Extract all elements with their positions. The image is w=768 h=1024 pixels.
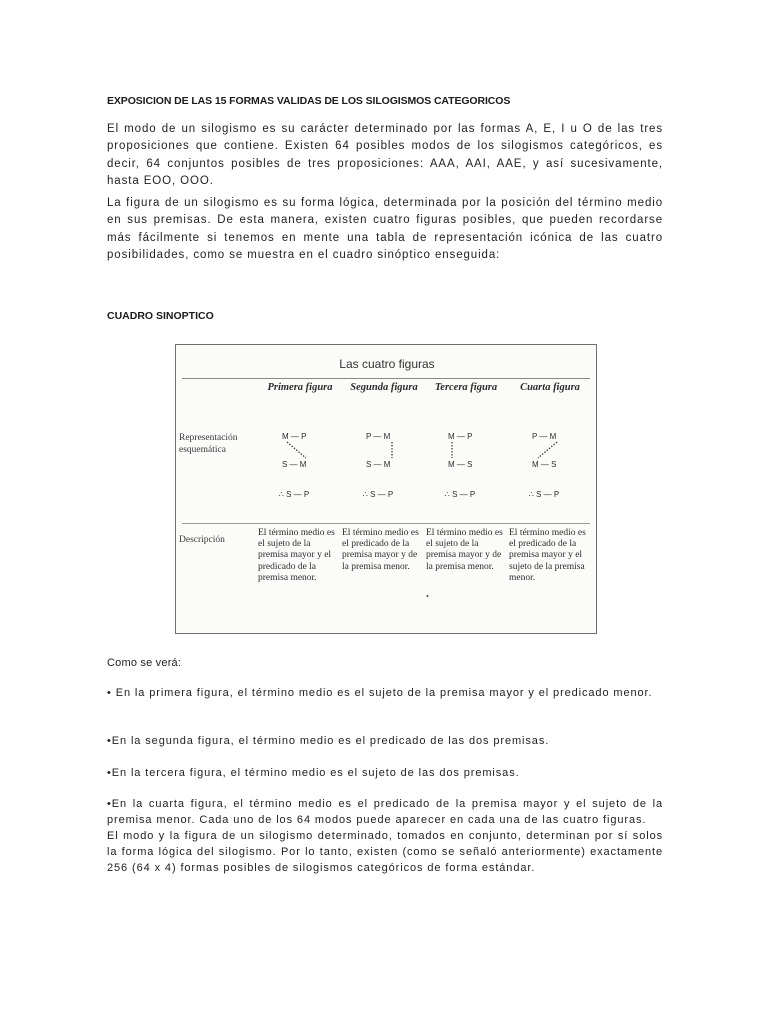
schema-3-major: M — P [448,432,473,441]
column-header-cuarta: Cuarta figura [520,382,580,393]
schema-1-major: M — P [282,432,307,441]
table-title: Las cuatro figuras [339,357,435,371]
conclusion-figure-2: ∴ S — P [362,490,394,499]
column-header-primera: Primera figura [267,382,333,393]
paragraph-modo: El modo de un silogismo es su carácter determinado por las formas A, E, I u O de las tres proposiciones que contiene. Existen 64 posibles modos de los silogismos categóricos, es decir, 64 conjuntos posibles de tres proposiciones: AAA, AAI, AAE, y así sucesivamente, hasta EOO, OOO. [107,123,663,187]
bullet-segunda-figura: •En la segunda figura, el término medio es el predicado de las dos premisas. [107,735,550,747]
bullet-tercera-figura: •En la tercera figura, el término medio es el sujeto de las dos premisas. [107,767,520,779]
schema-3-minor: M — S [448,460,473,469]
closing-paragraph: El modo y la figura de un silogismo determinado, tomados en conjunto, determinan por sí solos la forma lógica del silogismo. Por lo tanto, existen (como se señaló anteriormente) exactamente 256 (64 x 4) formas posibles de silogismos categóricos de forma estándar. [107,830,663,874]
schema-figure-2 [354,431,414,477]
section-subtitle: CUADRO SINOPTICO [107,310,214,322]
schema-2-major: P — M [366,432,391,441]
bullet-primera-figura: • En la primera figura, el término medio es el sujeto de la premisa mayor y el predicado menor. [107,687,653,699]
column-header-segunda: Segunda figura [350,382,418,393]
schema-4-minor: M — S [532,460,557,469]
schema-figure-4 [520,431,580,477]
scan-speck: • [426,592,429,601]
row-label-description: Descripción [179,535,225,545]
description-figure-1: El término medio es el sujeto de la premisa mayor y el predicado de la premisa menor. [258,528,335,583]
description-figure-3: El término medio es el sujeto de la premisa mayor y de la premisa menor. [426,528,503,572]
conclusion-figure-3: ∴ S — P [444,490,476,499]
paragraph-figura: La figura de un silogismo es su forma lógica, determinada por la posición del término medio en sus premisas. De esta manera, existen cuatro figuras posibles, que pueden recordarse más fácilmente si tenemos en mente una tabla de representación icónica de las cuatro posibilidades, como se muestra en el cuadro sinóptico enseguida: [107,197,663,261]
row-label-schema: Representación esquemática [179,433,238,455]
description-figure-4: El término medio es el predicado de la premisa mayor y el sujeto de la premisa menor. [509,528,586,583]
description-figure-2: El término medio es el predicado de la premisa mayor y de la premisa menor. [342,528,419,572]
figures-table-image [175,344,597,634]
schema-figure-3 [436,431,496,477]
table-divider [182,378,590,379]
conclusion-figure-1: ∴ S — P [278,490,310,499]
schema-1-minor: S — M [282,460,307,469]
como-se-vera-label: Como se verá: [107,657,182,669]
document-title: EXPOSICION DE LAS 15 FORMAS VALIDAS DE LOS SILOGISMOS CATEGORICOS [107,95,511,107]
bullet-cuarta-figura: •En la cuarta figura, el término medio es el predicado de la premisa mayor y el sujeto de la premisa menor. Cada uno de los 64 modos puede aparecer en cada una de las cuatro figuras. [107,798,663,826]
conclusion-figure-4: ∴ S — P [528,490,560,499]
schema-2-minor: S — M [366,460,391,469]
column-header-tercera: Tercera figura [434,382,498,393]
bullet-cuarta-figura-block [107,796,663,876]
schema-4-major: P — M [532,432,557,441]
schema-figure-1 [270,431,330,477]
table-divider-description [182,523,590,524]
